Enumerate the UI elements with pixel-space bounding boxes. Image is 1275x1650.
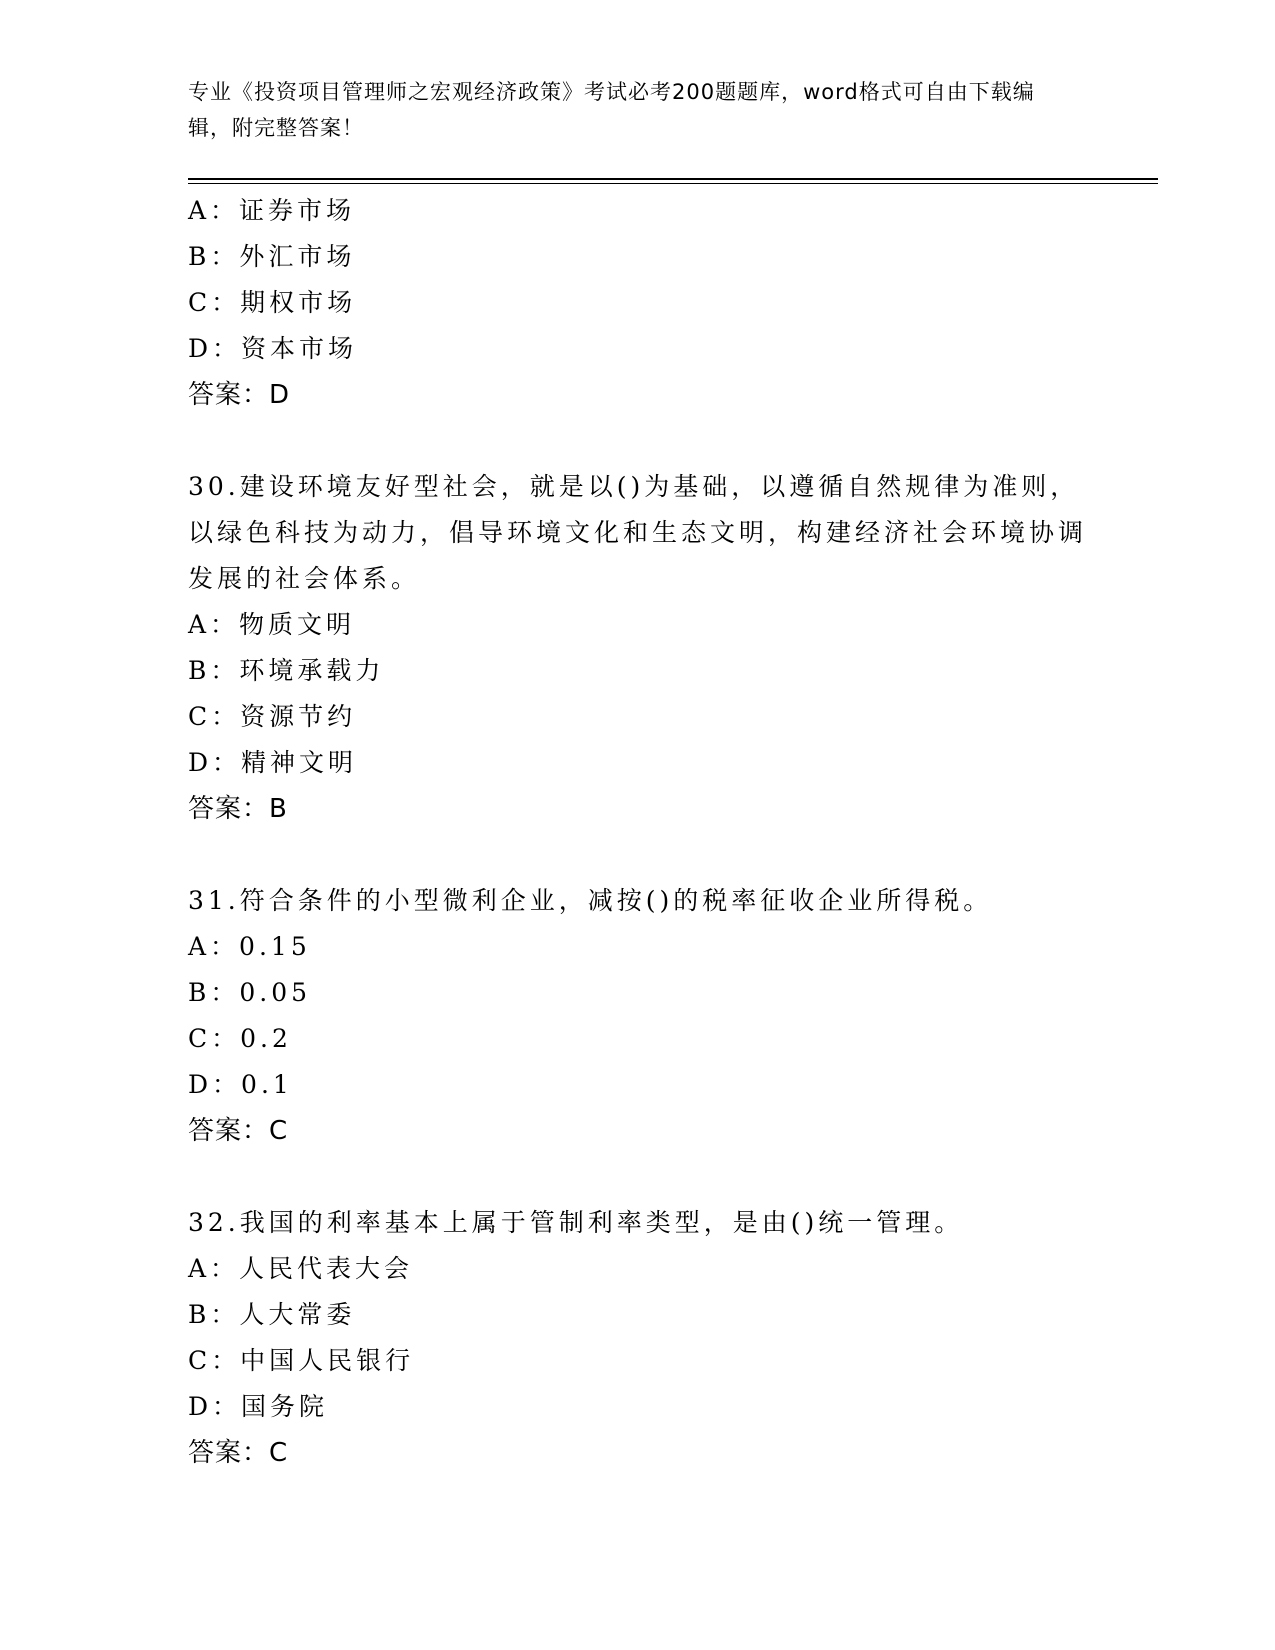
option-c: C：0.2 bbox=[188, 1024, 292, 1053]
option-c: C：中国人民银行 bbox=[188, 1346, 415, 1375]
option-c: C：期权市场 bbox=[188, 288, 357, 317]
option-b: B：人大常委 bbox=[188, 1300, 356, 1329]
question-stem: 31.符合条件的小型微利企业，减按()的税率征收企业所得税。 bbox=[188, 886, 993, 915]
answer-line: 答案：C bbox=[188, 1438, 289, 1468]
option-b: B：0.05 bbox=[188, 978, 312, 1007]
header-rule-thick bbox=[188, 178, 1158, 180]
answer-line: 答案：B bbox=[188, 794, 288, 824]
question-stem: 30.建设环境友好型社会，就是以()为基础，以遵循自然规律为准则，以绿色科技为动力，倡导环境文化和生态文明，构建经济社会环境协调发展的社会体系。 bbox=[188, 472, 1088, 593]
question-stem: 32.我国的利率基本上属于管制利率类型，是由()统一管理。 bbox=[188, 1208, 964, 1237]
question-block bbox=[188, 1200, 1088, 1476]
option-a: A：0.15 bbox=[188, 932, 311, 961]
question-spacer bbox=[188, 832, 1088, 878]
option-b: B：环境承载力 bbox=[188, 656, 385, 685]
header-rule-thin bbox=[188, 183, 1158, 184]
option-c: C：资源节约 bbox=[188, 702, 357, 731]
option-d: D：精神文明 bbox=[188, 748, 358, 777]
option-d: D：资本市场 bbox=[188, 334, 358, 363]
question-block bbox=[188, 878, 1088, 1154]
option-b: B：外汇市场 bbox=[188, 242, 356, 271]
option-a: A：物质文明 bbox=[188, 610, 356, 639]
option-d: D：国务院 bbox=[188, 1392, 329, 1421]
question-list bbox=[188, 188, 1088, 1476]
question-block bbox=[188, 464, 1088, 832]
answer-line: 答案：C bbox=[188, 1116, 289, 1146]
answer-line: 答案：D bbox=[188, 380, 291, 410]
question-block bbox=[188, 188, 1088, 418]
option-a: A：人民代表大会 bbox=[188, 1254, 414, 1283]
option-d: D：0.1 bbox=[188, 1070, 293, 1099]
option-a: A：证券市场 bbox=[188, 196, 356, 225]
document-header: 专业《投资项目管理师之宏观经济政策》考试必考200题题库，word格式可自由下载编辑，附完整答案！ bbox=[188, 80, 1035, 140]
question-spacer bbox=[188, 418, 1088, 464]
question-spacer bbox=[188, 1154, 1088, 1200]
